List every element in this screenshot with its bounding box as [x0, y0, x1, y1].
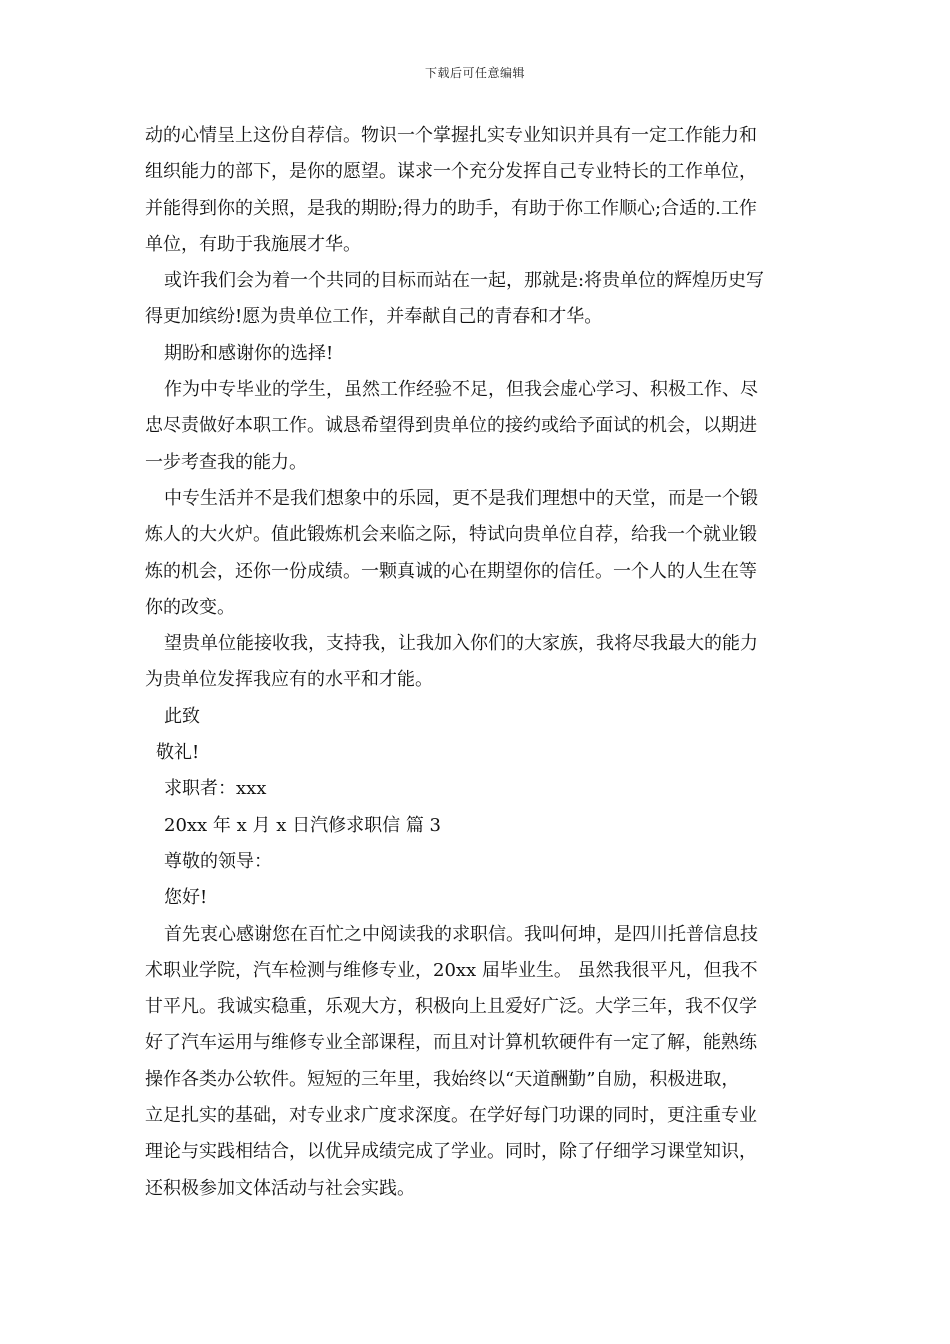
text-line: 此致 — [164, 705, 200, 727]
text-line: 动的心情呈上这份自荐信。物识一个掌握扎实专业知识并具有一定工作能力和 — [145, 125, 757, 146]
text-line: 理论与实践相结合，以优异成绩完成了学业。同时，除了仔细学习课堂知识， — [145, 1141, 757, 1163]
text-line: 炼人的大火炉。值此锻炼机会来临之际，特试向贵单位自荐，给我一个就业锻 — [145, 524, 757, 546]
text-line: 您好! — [164, 887, 208, 909]
text-line: 一步考查我的能力。 — [145, 451, 307, 473]
text-line: 好了汽车运用与维修专业全部课程，而且对计算机软硬件有一定了解，能熟练 — [145, 1032, 757, 1054]
text-line: 或许我们会为着一个共同的目标而站在一起，那就是:将贵单位的辉煌历史写 — [164, 270, 765, 292]
text-line: 首先衷心感谢您在百忙之中阅读我的求职信。我叫何坤，是四川托普信息技 — [164, 923, 758, 945]
text-line: 20xx 年 x 月 x 日汽修求职信 篇 3 — [164, 814, 442, 836]
text-line: 敬礼! — [156, 742, 200, 764]
text-line: 单位，有助于我施展才华。 — [145, 233, 361, 255]
text-line: 炼的机会，还你一份成绩。一颗真诚的心在期望你的信任。一个人的人生在等 — [145, 560, 757, 582]
text-line: 并能得到你的关照，是我的期盼;得力的助手，有助于你工作顺心;合适的.工作 — [145, 197, 757, 219]
text-line: 作为中专毕业的学生，虽然工作经验不足，但我会虚心学习、积极工作、尽 — [164, 379, 758, 401]
text-line: 忠尽责做好本职工作。诚恳希望得到贵单位的接约或给予面试的机会，以期进 — [145, 415, 757, 437]
text-line: 立足扎实的基础，对专业求广度求深度。在学好每门功课的同时，更注重专业 — [145, 1105, 757, 1127]
text-line: 尊敬的领导： — [164, 850, 272, 872]
text-line: 甘平凡。我诚实稳重，乐观大方，积极向上且爱好广泛。大学三年，我不仅学 — [145, 996, 757, 1018]
text-line: 期盼和感谢你的选择! — [164, 342, 334, 364]
document-body — [145, 118, 807, 1207]
text-line: 组织能力的部下，是你的愿望。谋求一个充分发挥自己专业特长的工作单位， — [145, 161, 757, 183]
page-header: 下载后可任意编辑 — [424, 66, 525, 80]
text-line: 还积极参加文体活动与社会实践。 — [145, 1177, 415, 1199]
text-line: 术职业学院，汽车检测与维修专业，20xx 届毕业生。 虽然我很平凡，但我不 — [145, 959, 758, 981]
text-line: 为贵单位发挥我应有的水平和才能。 — [145, 669, 433, 691]
text-line: 你的改变。 — [145, 596, 235, 618]
text-line: 操作各类办公软件。短短的三年里，我始终以“天道酬勤”自励，积极进取， — [145, 1068, 740, 1090]
text-line: 得更加缤纷!愿为贵单位工作，并奉献自己的青春和才华。 — [145, 306, 603, 328]
text-line: 中专生活并不是我们想象中的乐园，更不是我们理想中的天堂，而是一个锻 — [164, 487, 758, 509]
text-line: 望贵单位能接收我，支持我，让我加入你们的大家族，我将尽我最大的能力 — [164, 633, 758, 655]
text-line: 求职者：xxx — [164, 778, 267, 800]
